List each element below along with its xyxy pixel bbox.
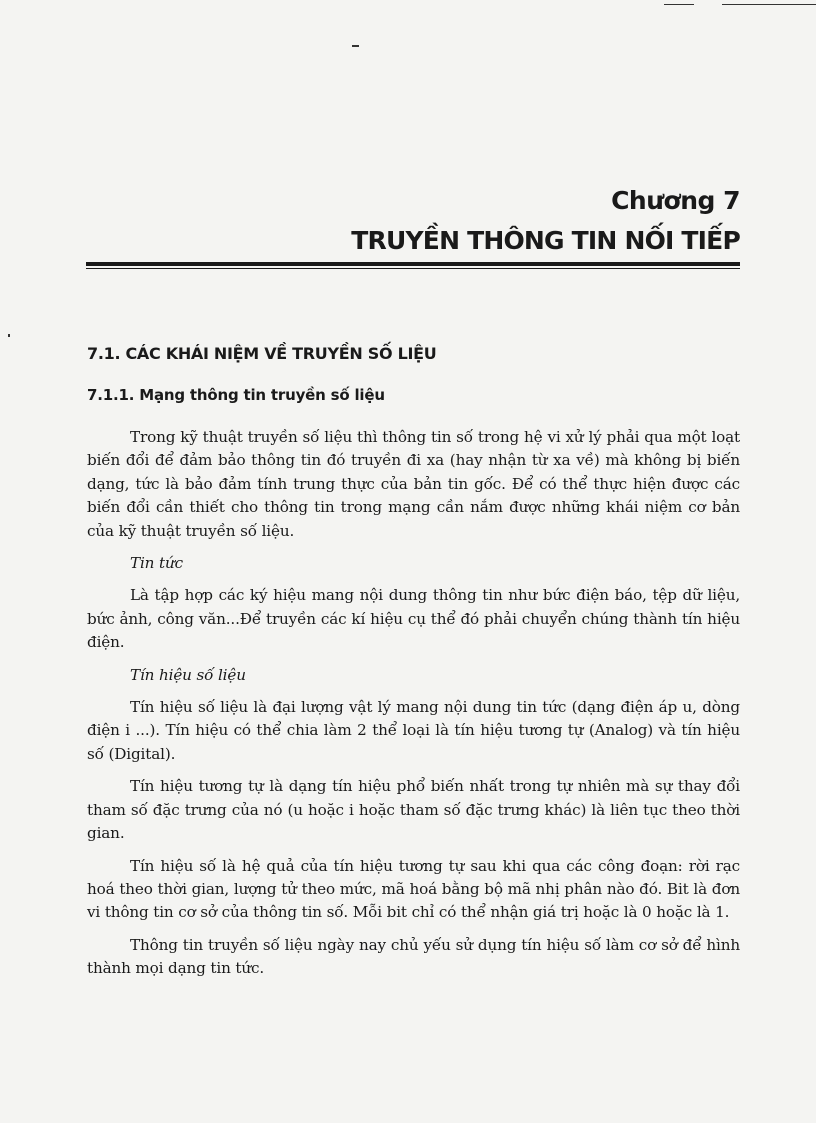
paragraph-news-definition: Là tập hợp các ký hiệu mang nội dung thông tin như bức điện báo, tệp dữ liệu, bức ảnh, công văn...Để truyền các kí hiệu cụ thể đó phải chuyển chúng thành tín hiệu điện. [87, 586, 740, 652]
paragraph-signal-definition: Tín hiệu số liệu là đại lượng vật lý mang nội dung tin tức (dạng điện áp u, dòng điện i ...). Tín hiệu có thể chia làm 2 thể loại là tín hiệu tương tự (Analog) và tín hiệu số (Digital). [87, 698, 740, 763]
chapter-rule-thin [86, 268, 740, 269]
scan-line-top-1 [664, 4, 694, 5]
term-signal: Tín hiệu số liệu [130, 665, 246, 684]
scan-line-top-2 [722, 4, 816, 5]
paragraph-digital: Tín hiệu số là hệ quả của tín hiệu tương tự sau khi qua các công đoạn: rời rạc hoá theo thời gian, lượng tử theo mức, mã hoá bằng bộ mã nhị phân nào đó. Bit là đơn vi thông tin cơ sở của thông tin số. Mỗi bit chỉ có thể nhận giá trị hoặc là 0 hoặc là 1. [87, 856, 740, 922]
scan-speck [352, 45, 359, 47]
chapter-rule-thick [86, 262, 740, 266]
paragraph-analog: Tín hiệu tương tự là dạng tín hiệu phổ biến nhất trong tự nhiên mà sự thay đổi tham số đặc trưng của nó (u hoặc i hoặc tham số đặc trưng khác) là liên tục theo thời gian. [87, 777, 740, 843]
chapter-title: TRUYỀN THÔNG TIN NỐI TIẾP [351, 226, 740, 255]
term-news: Tin tức [130, 554, 183, 573]
scan-speck-margin [8, 334, 10, 337]
section-heading: 7.1. CÁC KHÁI NIỆM VỀ TRUYỀN SỐ LIỆU [87, 344, 437, 363]
paragraph-intro: Trong kỹ thuật truyền số liệu thì thông tin số trong hệ vi xử lý phải qua một loạt biến đổi để đảm bảo thông tin đó truyền đi xa (hay nhận từ xa về) mà không bị biến dạng, tức là bảo đảm tính trung thực của bản tin gốc. Để có thể thực hiện được các biến đổi cần thiết cho thông tin trong mạng cần nắm được những khái niệm cơ bản của kỹ thuật truyền số liệu. [87, 428, 740, 540]
chapter-label: Chương 7 [611, 186, 740, 215]
body-text [87, 426, 740, 990]
subsection-heading: 7.1.1. Mạng thông tin truyền số liệu [87, 386, 385, 404]
paragraph-conclusion: Thông tin truyền số liệu ngày nay chủ yếu sử dụng tín hiệu số làm cơ sở để hình thành mọi dạng tin tức. [87, 935, 740, 978]
